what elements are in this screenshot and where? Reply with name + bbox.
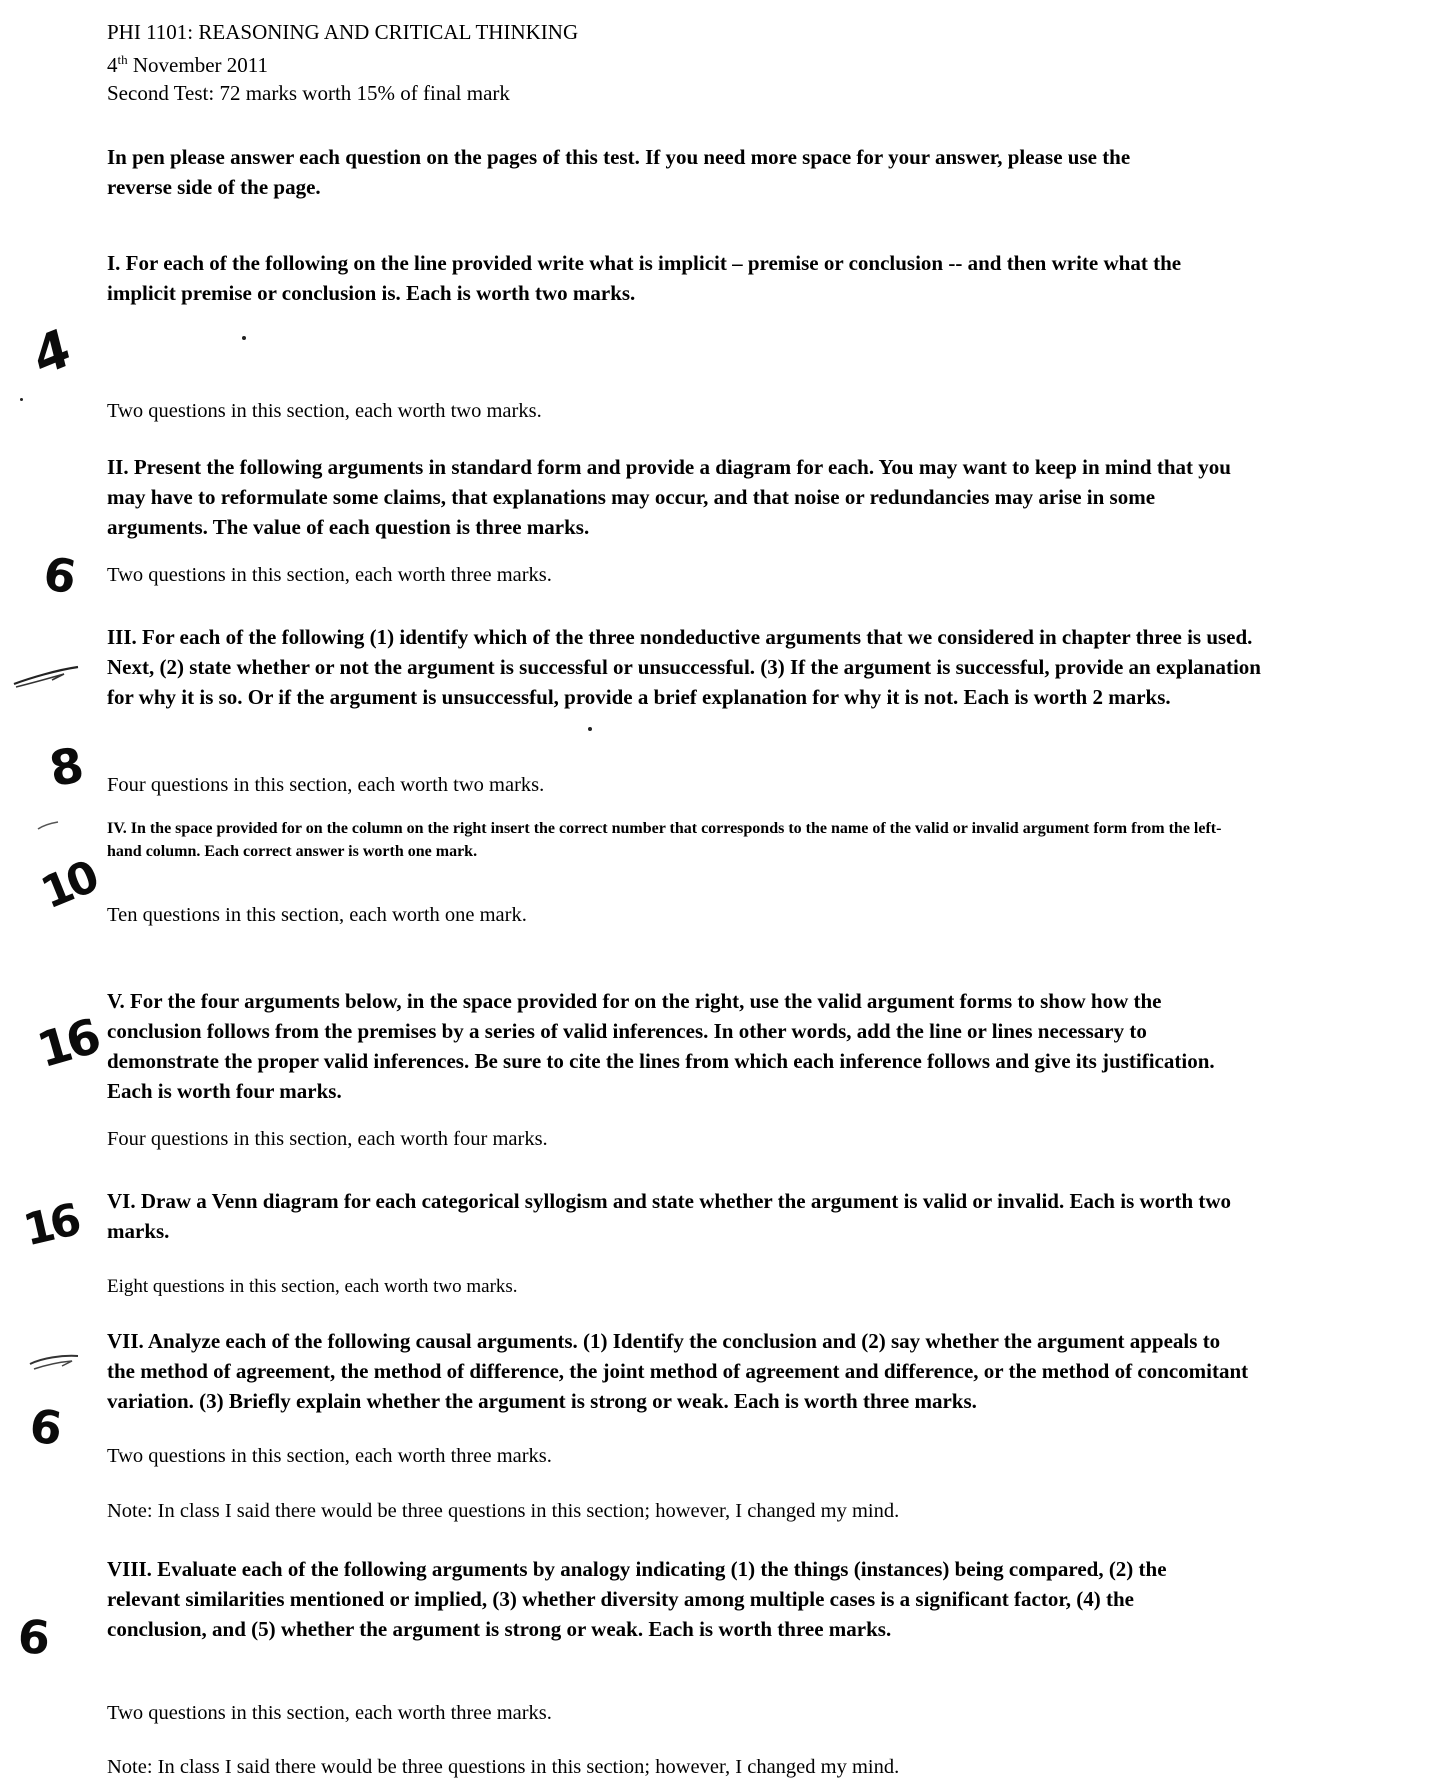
handwritten-mark-section-iii: 8 — [45, 737, 85, 799]
handwritten-mark-section-vi: 16 — [18, 1194, 83, 1257]
section-vi-heading: VI. Draw a Venn diagram for each categorical syllogism and state whether the argument is valid or invalid. Each is worth two marks. — [107, 1189, 1232, 1243]
date-number: 4 — [107, 53, 118, 77]
handwritten-mark-section-i: 4 — [27, 318, 73, 390]
date-rest: November 2011 — [132, 53, 268, 77]
section-vii-info: Two questions in this section, each worth three marks. — [107, 1445, 552, 1467]
header — [107, 18, 1007, 107]
scan-speck — [20, 398, 23, 401]
section-viii-info: Two questions in this section, each worth three marks. — [107, 1702, 552, 1724]
section-v-info: Four questions in this section, each worth four marks. — [107, 1128, 548, 1150]
handwritten-mark-section-iv: 10 — [34, 851, 103, 920]
test-date — [107, 46, 1007, 79]
handwritten-mark-section-viii: 6 — [16, 1609, 48, 1665]
section-i-heading: I. For each of the following on the line provided write what is implicit – premise or conclusion -- and then write what the implicit premise or conclusion is. Each is worth two marks. — [107, 251, 1182, 305]
general-instructions: In pen please answer each question on the pages of this test. If you need more space for your answer, please use the reverse side of the page. — [107, 145, 1131, 199]
section-iv-heading: IV. In the space provided for on the column on the right insert the correct number that corresponds to the name of the valid or invalid argument form from the left-hand column. Each correct answer is worth one mark. — [107, 820, 1222, 860]
course-title: PHI 1101: REASONING AND CRITICAL THINKING — [107, 20, 579, 44]
pencil-scribble — [12, 660, 82, 690]
scan-speck — [242, 336, 246, 340]
handwritten-mark-section-ii: 6 — [39, 546, 77, 604]
handwritten-mark-section-vii: 6 — [26, 1398, 62, 1456]
scan-speck — [588, 727, 592, 731]
section-viii-note: Note: In class I said there would be three questions in this section; however, I changed my mind. — [107, 1756, 900, 1778]
section-iv-info: Ten questions in this section, each worth one mark. — [107, 904, 527, 926]
section-ii-info: Two questions in this section, each worth three marks. — [107, 564, 552, 586]
handwritten-mark-section-v: 16 — [31, 1008, 104, 1080]
section-iii-heading: III. For each of the following (1) identify which of the three nondeductive arguments that we considered in chapter three is used. Next, (2) state whether or not the argument is successful or unsuccessful. (3) If the argument is successful, provide an explanation for why it is so. Or if the argument is unsuccessful, provide a brief explanation for why it is not. Each is worth 2 marks. — [107, 625, 1261, 709]
test-info: Second Test: 72 marks worth 15% of final mark — [107, 81, 510, 105]
section-i-info: Two questions in this section, each worth two marks. — [107, 400, 542, 422]
pencil-scribble — [28, 1350, 82, 1374]
section-ii-heading: II. Present the following arguments in standard form and provide a diagram for each. You may want to keep in mind that you may have to reformulate some claims, that explanations may occur, and that noise or redundancies may arise in some arguments. The value of each question is three marks. — [107, 455, 1231, 539]
date-ordinal: th — [117, 52, 128, 67]
pencil-scribble — [36, 820, 60, 832]
section-viii-heading: VIII. Evaluate each of the following arguments by analogy indicating (1) the things (instances) being compared, (2) the relevant similarities mentioned or implied, (3) whether diversity among multiple cases is a significant factor, (4) the conclusion, and (5) whether the argument is strong or weak. Each is worth three marks. — [107, 1557, 1167, 1641]
section-vi-info: Eight questions in this section, each worth two marks. — [107, 1276, 518, 1297]
section-vii-heading: VII. Analyze each of the following causal arguments. (1) Identify the conclusion and (2) say whether the argument appeals to the method of agreement, the method of difference, the joint method of agreement and difference, or the method of concomitant variation. (3) Briefly explain whether the argument is strong or weak. Each is worth three marks. — [107, 1329, 1249, 1413]
section-v-heading: V. For the four arguments below, in the space provided for on the right, use the valid argument forms to show how the conclusion follows from the premises by a series of valid inferences. In other words, add the line or lines necessary to demonstrate the proper valid inferences. Be sure to cite the lines from which each inference follows and give its justification. Each is worth four marks. — [107, 989, 1215, 1103]
section-iii-info: Four questions in this section, each worth two marks. — [107, 774, 545, 796]
section-vii-note: Note: In class I said there would be three questions in this section; however, I changed my mind. — [107, 1500, 900, 1522]
